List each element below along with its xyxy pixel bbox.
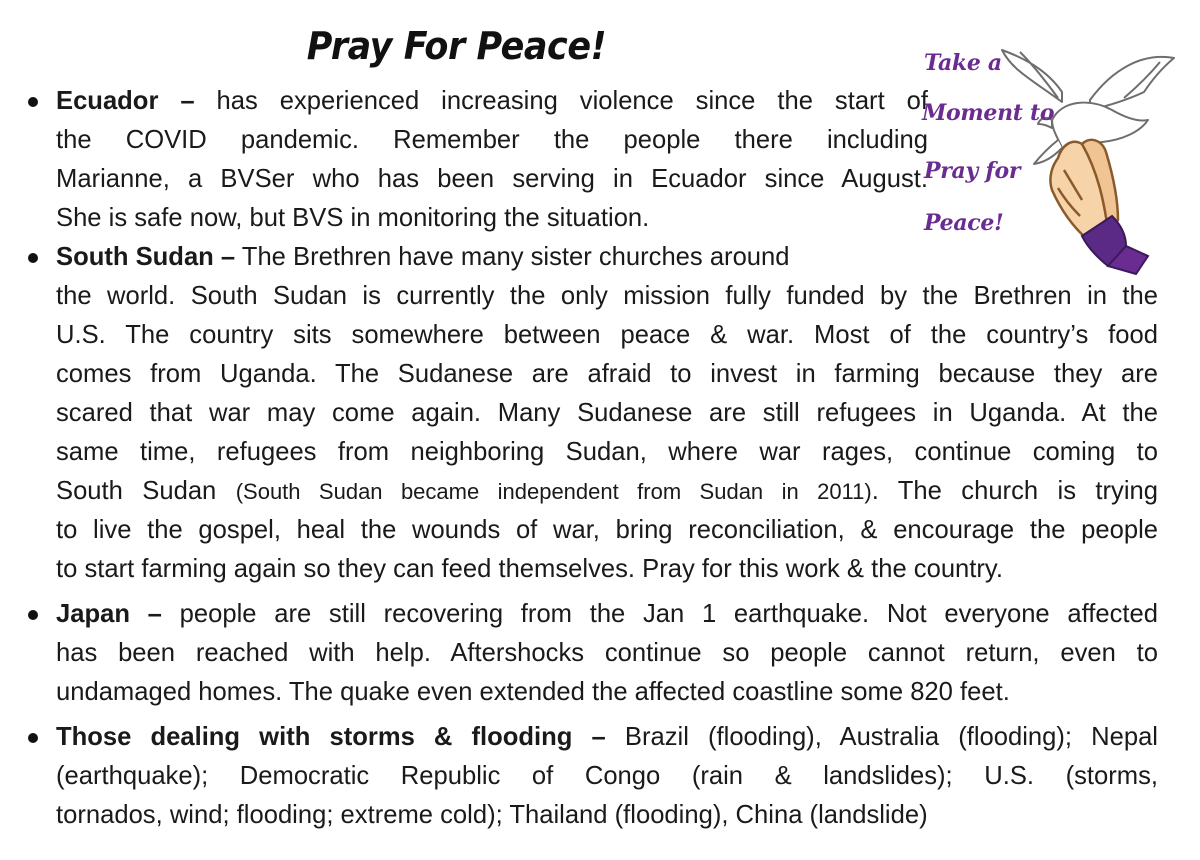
item-term: South Sudan – [56, 243, 236, 271]
sudan-line-7 [56, 472, 1158, 511]
sudan-line-8: to live the gospel, heal the wounds of war, bring reconciliation, & encourage the people [56, 516, 1158, 544]
japan-line-2: has been reached with help. Aftershocks continue so people cannot return, even to [56, 639, 1158, 667]
ecuador-line-3: Marianne, a BVSer who has been serving in Ecuador since August. [56, 165, 928, 193]
list-item-storms [26, 718, 1158, 835]
bullet-icon [28, 610, 38, 620]
bullet-icon [28, 97, 38, 107]
japan-line-1 [56, 595, 1158, 634]
graphic-line-4: Peace! [924, 210, 1004, 236]
storms-line-3: tornados, wind; flooding; extreme cold); Thailand (flooding), China (landslide) [56, 801, 928, 829]
graphic-line-2: Moment to [922, 100, 1055, 126]
page-title: Pray For Peace! [306, 24, 607, 68]
list-item-south-sudan [26, 238, 1158, 589]
sudan-line-2: the world. South Sudan is currently the only mission fully funded by the Brethren in the [56, 282, 1158, 310]
item-text: South Sudan [56, 477, 236, 505]
item-text: . The church is trying [871, 477, 1158, 505]
ecuador-line-1 [56, 82, 928, 121]
item-text: The Brethren have many sister churches around [235, 243, 790, 271]
sudan-line-3: U.S. The country sits somewhere between peace & war. Most of the country’s food [56, 321, 1158, 349]
ecuador-line-2: the COVID pandemic. Remember the people there including [56, 126, 928, 154]
item-text: Brazil (flooding), Australia (flooding); Nepal [605, 723, 1158, 751]
bullet-icon [28, 253, 38, 263]
item-term: Those dealing with storms & flooding – [56, 723, 606, 751]
storms-line-2: (earthquake); Democratic Republic of Congo (rain & landslides); U.S. (storms, [56, 762, 1158, 790]
graphic-line-1: Take a [924, 50, 1002, 76]
item-aside: (South Sudan became independent from Sudan in 2011) [235, 479, 872, 504]
storms-line-1 [56, 718, 1158, 757]
item-text: has experienced increasing violence since the start of [194, 87, 928, 115]
graphic-line-3: Pray for [924, 158, 1021, 184]
ecuador-line-4: She is safe now, but BVS in monitoring the situation. [56, 204, 650, 232]
prayer-list [26, 82, 1158, 835]
item-term: Ecuador – [56, 87, 195, 115]
japan-line-3: undamaged homes. The quake even extended the affected coastline some 820 feet. [56, 678, 1010, 706]
sudan-line-4: comes from Uganda. The Sudanese are afraid to invest in farming because they are [56, 360, 1158, 388]
item-term: Japan – [56, 600, 162, 628]
item-text: people are still recovering from the Jan 1 earthquake. Not everyone affected [161, 600, 1158, 628]
bullet-icon [28, 733, 38, 743]
sudan-line-5: scared that war may come again. Many Sudanese are still refugees in Uganda. At the [56, 399, 1158, 427]
list-item-ecuador [26, 82, 928, 238]
sudan-line-9: to start farming again so they can feed themselves. Pray for this work & the country. [56, 555, 1003, 583]
sudan-line-1 [56, 238, 1158, 277]
list-item-japan [26, 595, 1158, 712]
sudan-line-6: same time, refugees from neighboring Sudan, where war rages, continue coming to [56, 438, 1158, 466]
